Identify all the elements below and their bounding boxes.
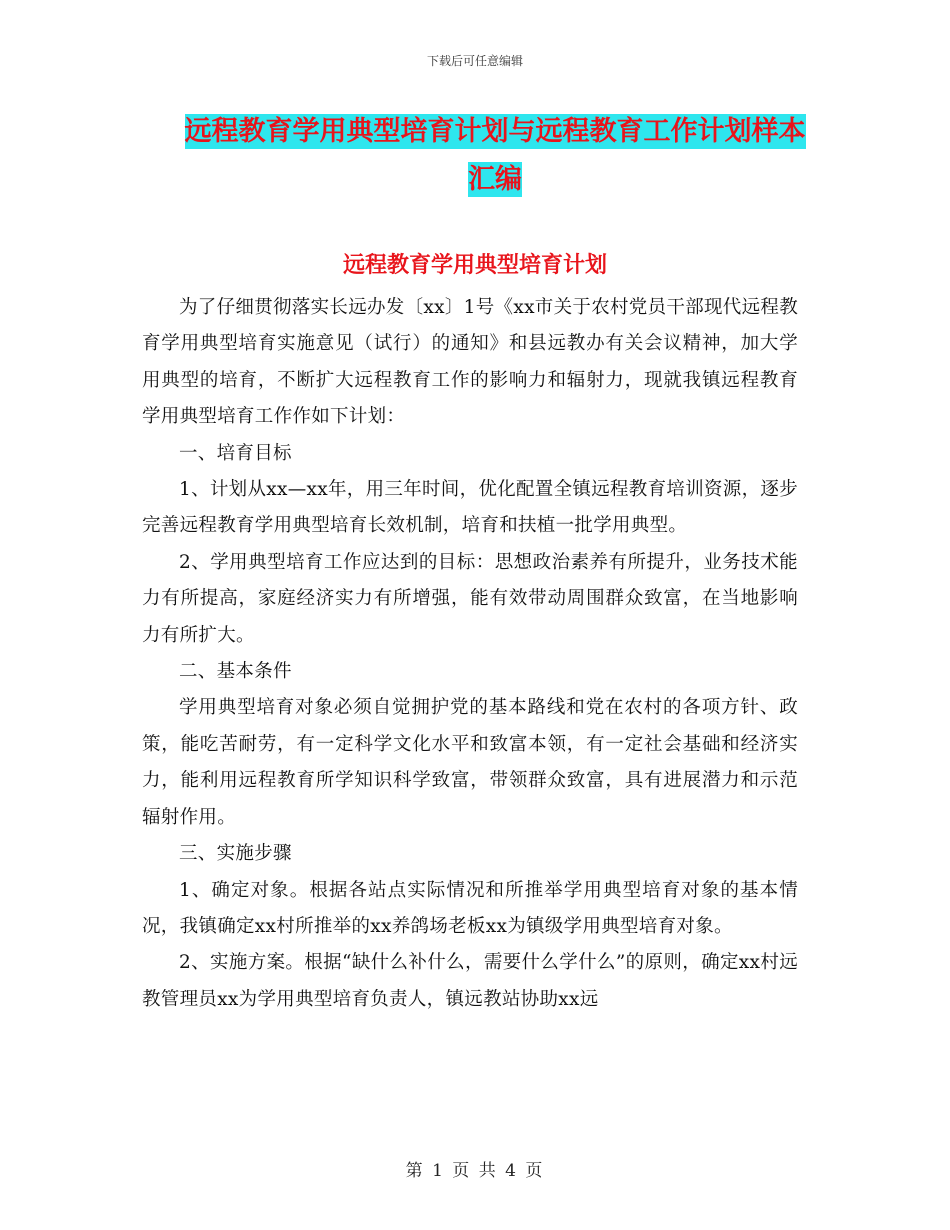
paragraph: 为了仔细贯彻落实长远办发〔xx〕1号《xx市关于农村党员干部现代远程教育学用典型培育实施意见（试行）的通知》和县远教办有关会议精神，加大学用典型的培育，不断扩大远程教育工作的影响力和辐射力，现就我镇远程教育学用典型培育工作作如下计划：: [142, 297, 799, 428]
paragraph: 1、计划从xx—xx年，用三年时间，优化配置全镇远程教育培训资源，逐步完善远程教育学用典型培育长效机制，培育和扶植一批学用典型。: [142, 479, 799, 537]
page-number-footer: 第 1 页 共 4 页: [405, 1161, 545, 1181]
document-title: [120, 108, 870, 204]
section-title: 远程教育学用典型培育计划: [342, 253, 607, 278]
heading-basic-conditions: 二、基本条件: [179, 661, 292, 683]
heading-implementation-steps: 三、实施步骤: [179, 843, 292, 865]
document-title-line1: 远程教育学用典型培育计划与远程教育工作计划样本: [184, 116, 806, 147]
page-header: 下载后可任意编辑: [426, 54, 523, 68]
document-body: [142, 290, 798, 1018]
heading-training-goal: 一、培育目标: [179, 442, 292, 464]
paragraph: 1、确定对象。根据各站点实际情况和所推举学用典型培育对象的基本情况，我镇确定xx村所推举的xx养鸽场老板xx为镇级学用典型培育对象。: [142, 879, 798, 937]
paragraph: 学用典型培育对象必须自觉拥护党的基本路线和党在农村的各项方针、政策，能吃苦耐劳，有一定科学文化水平和致富本领，有一定社会基础和经济实力，能利用远程教育所学知识科学致富，带领群众致富，具有进展潜力和示范辐射作用。: [142, 697, 798, 828]
paragraph: 2、实施方案。根据“缺什么补什么，需要什么学什么”的原则，确定xx村远教管理员xx为学用典型培育负责人，镇远教站协助xx远: [142, 952, 798, 1010]
document-title-line2: 汇编: [468, 164, 522, 195]
paragraph: 2、学用典型培育工作应达到的目标：思想政治素养有所提升，业务技术能力有所提高，家庭经济实力有所增强，能有效带动周围群众致富，在当地影响力有所扩大。: [142, 551, 798, 646]
